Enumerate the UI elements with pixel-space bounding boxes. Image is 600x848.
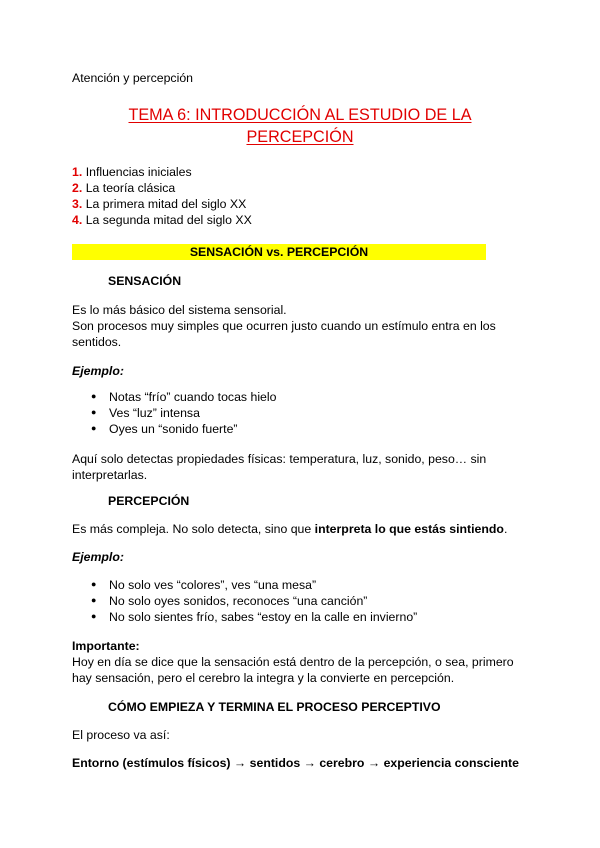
sensacion-paragraph: Aquí solo detectas propiedades físicas: temperatura, luz, sonido, peso… sin — [72, 452, 487, 466]
toc-number: 3. — [72, 197, 83, 211]
page-title-line-1: TEMA 6: INTRODUCCIÓN AL ESTUDIO DE LA — [128, 106, 472, 124]
toc-item — [72, 181, 175, 195]
bullet-dot: ● — [91, 579, 97, 589]
proceso-chain: Entorno (estímulos físicos) → sentidos → cerebro → experiencia consciente — [72, 756, 519, 770]
example-label: Ejemplo: — [72, 364, 124, 378]
list-item: No solo sientes frío, sabes “estoy en la calle en invierno” — [109, 610, 418, 624]
toc-number: 2. — [72, 181, 83, 195]
sensacion-paragraph: sentidos. — [72, 335, 122, 349]
list-item: No solo oyes sonidos, reconoces “una canción” — [109, 594, 368, 608]
bullet-dot: ● — [91, 391, 97, 401]
percepcion-paragraph — [72, 522, 507, 536]
toc-number: 1. — [72, 165, 83, 179]
important-paragraph: hay sensación, pero el cerebro la integra y la convierte en percepción. — [72, 671, 455, 685]
proceso-intro: El proceso va así: — [72, 728, 170, 742]
list-item: Oyes un “sonido fuerte” — [109, 422, 238, 436]
list-item: No solo ves “colores”, ves “una mesa” — [109, 578, 317, 592]
bullet-dot: ● — [91, 595, 97, 605]
toc-text: La teoría clásica — [85, 181, 176, 195]
toc-item — [72, 165, 192, 179]
bullet-dot: ● — [91, 611, 97, 621]
emphasis-text: interpreta lo que estás sintiendo — [314, 522, 504, 536]
example-label: Ejemplo: — [72, 550, 124, 564]
percepcion-heading: PERCEPCIÓN — [108, 494, 190, 508]
important-paragraph: Hoy en día se dice que la sensación está dentro de la percepción, o sea, primero — [72, 655, 514, 669]
paragraph-text: Es más compleja. No solo detecta, sino que — [72, 522, 315, 536]
toc-item — [72, 197, 246, 211]
sensacion-paragraph: Son procesos muy simples que ocurren justo cuando un estímulo entra en los — [72, 319, 496, 333]
paragraph-text: . — [503, 522, 508, 536]
toc-text: Influencias iniciales — [85, 165, 192, 179]
list-item: Ves “luz” intensa — [109, 406, 200, 420]
toc-number: 4. — [72, 213, 83, 227]
sensacion-heading: SENSACIÓN — [108, 274, 182, 288]
document-header: Atención y percepción — [72, 71, 193, 85]
toc-item — [72, 213, 252, 227]
toc-text: La primera mitad del siglo XX — [85, 197, 247, 211]
sensacion-paragraph: Es lo más básico del sistema sensorial. — [72, 303, 287, 317]
bullet-dot: ● — [91, 423, 97, 433]
toc-text: La segunda mitad del siglo XX — [85, 213, 252, 227]
bullet-dot: ● — [91, 407, 97, 417]
proceso-heading: CÓMO EMPIEZA Y TERMINA EL PROCESO PERCEPTIVO — [108, 700, 441, 714]
page-title-line-2: PERCEPCIÓN — [246, 128, 354, 146]
list-item: Notas “frío” cuando tocas hielo — [109, 390, 277, 404]
important-label: Importante: — [72, 639, 140, 653]
sensacion-paragraph: interpretarlas. — [72, 468, 148, 482]
section-banner: SENSACIÓN vs. PERCEPCIÓN — [72, 244, 486, 260]
